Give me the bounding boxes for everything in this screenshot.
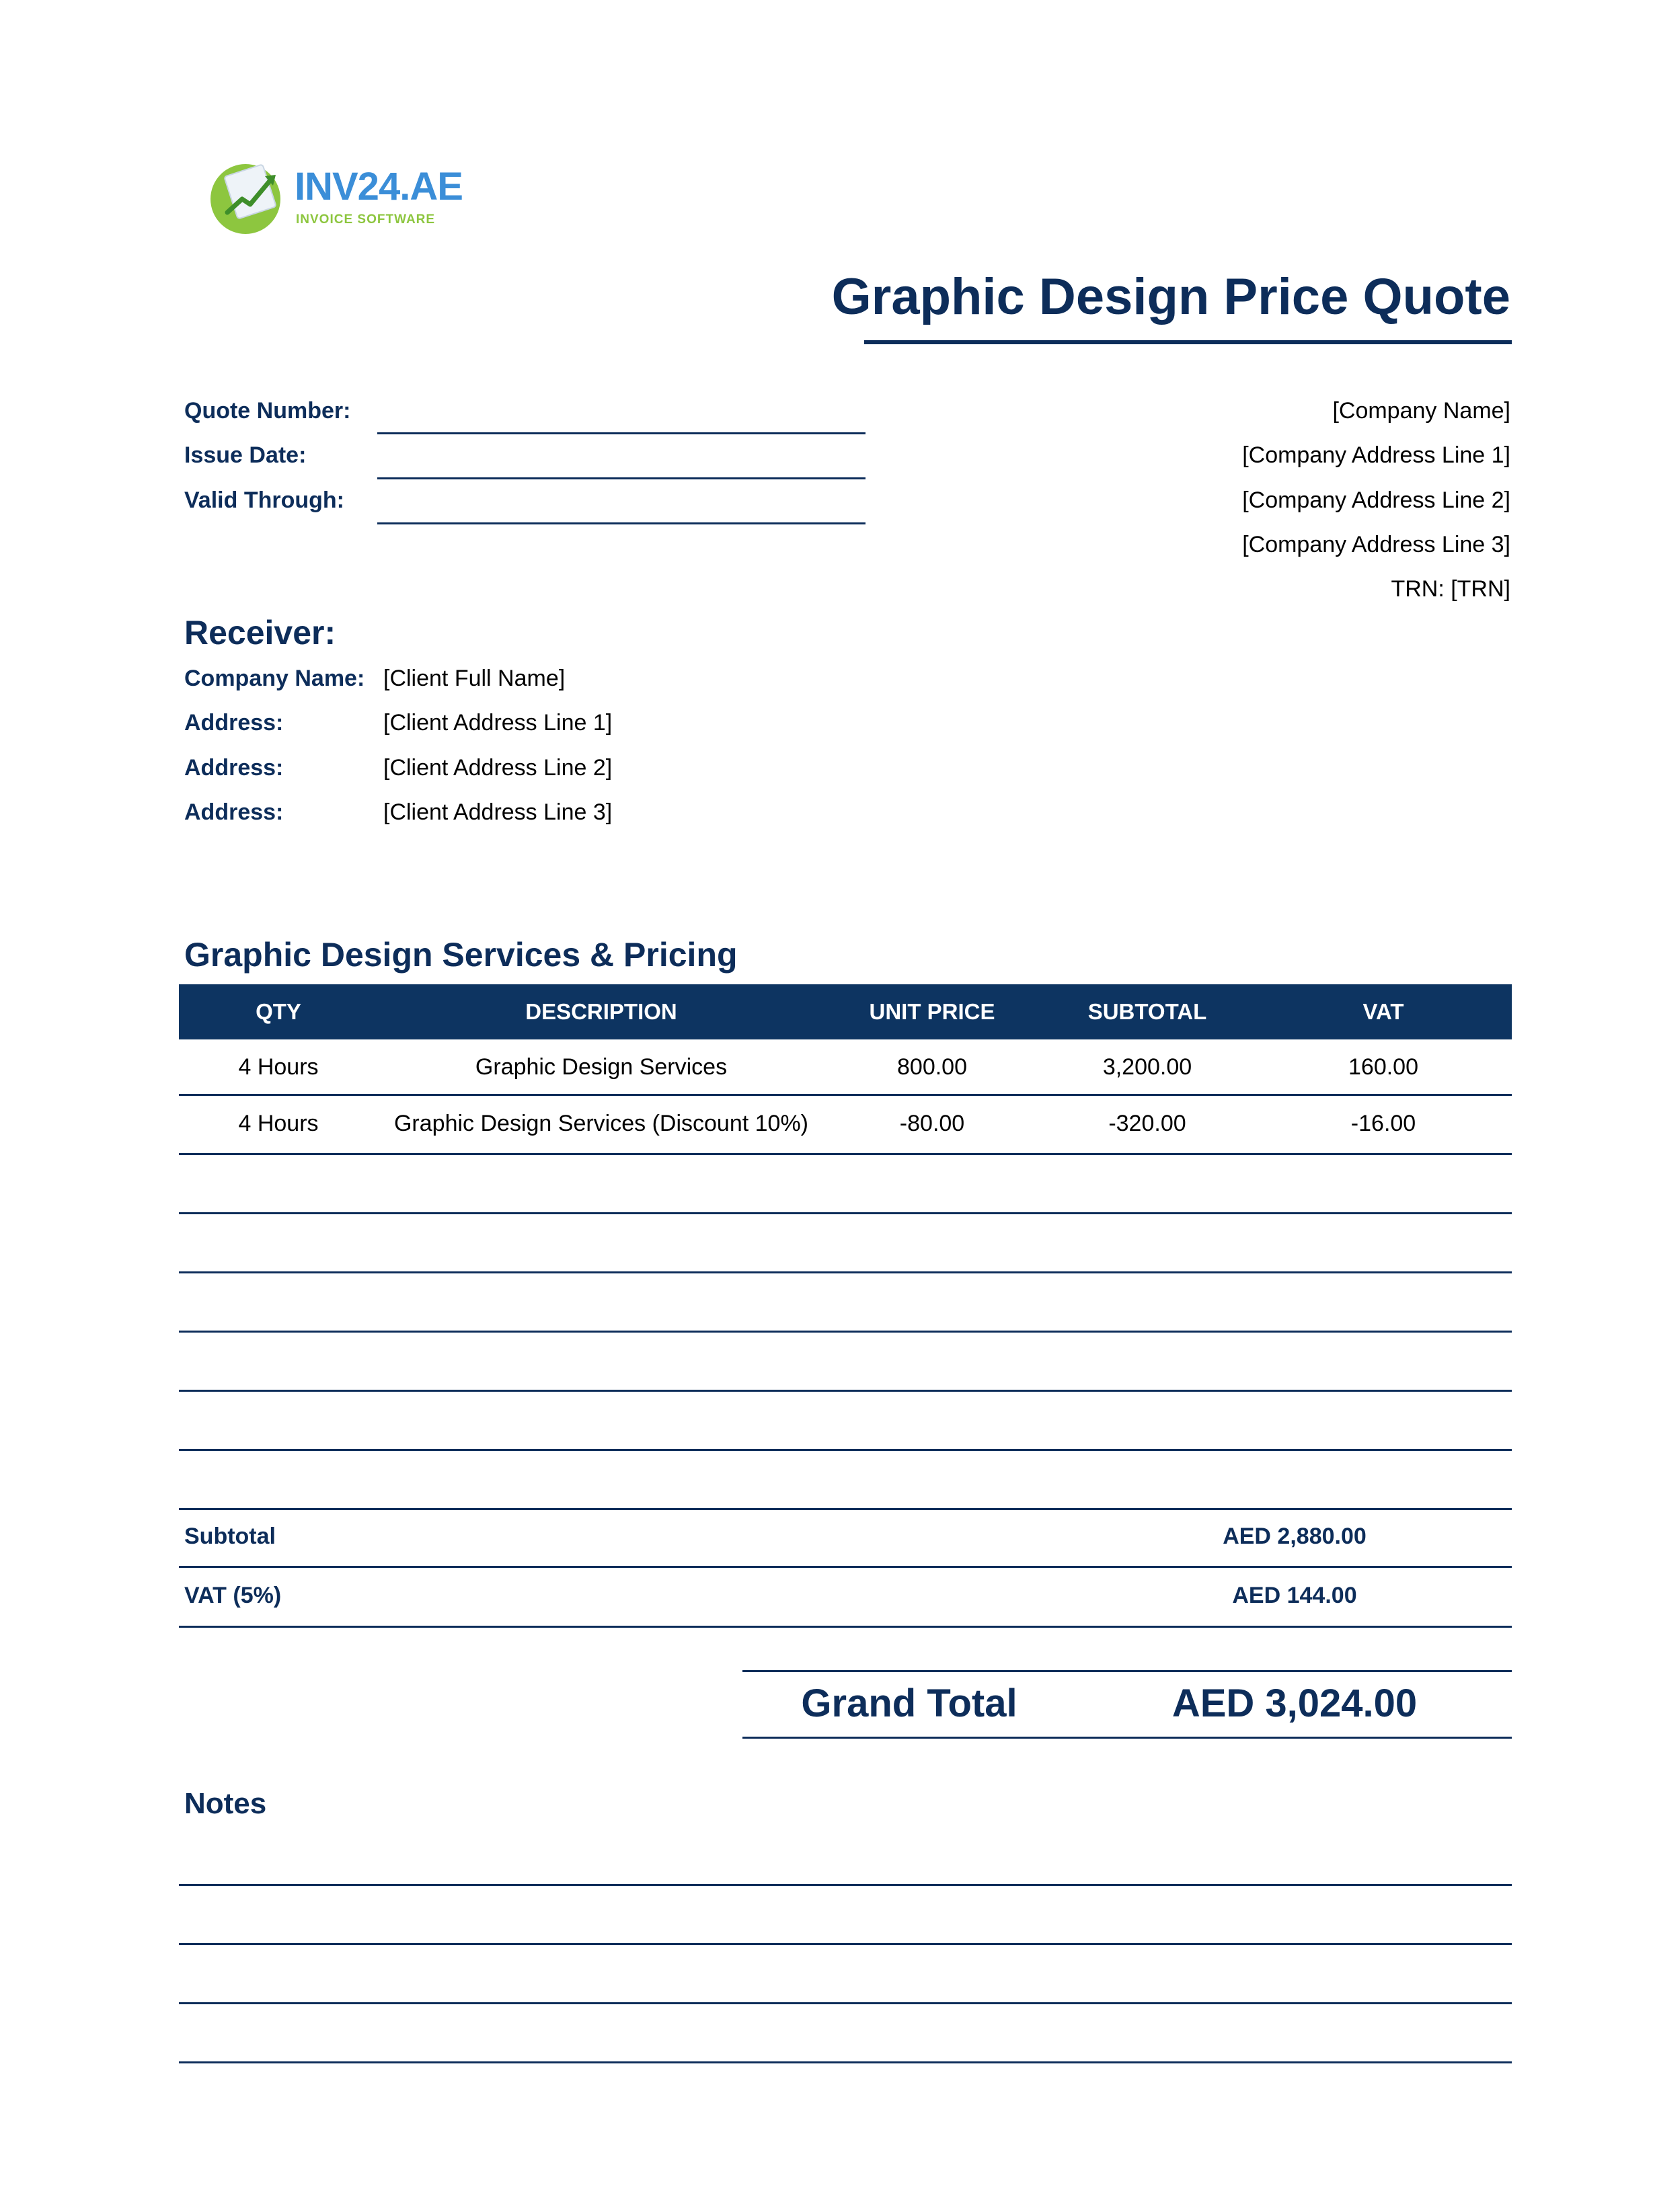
receiver-address-label: Address: xyxy=(184,710,284,736)
receiver-company-label: Company Name: xyxy=(184,666,365,691)
row-qty: 4 Hours xyxy=(238,1111,319,1136)
company-address-line-1: [Company Address Line 1] xyxy=(1242,442,1510,468)
grand-total-label: Grand Total xyxy=(801,1682,1017,1725)
company-logo xyxy=(208,157,463,238)
receiver-heading: Receiver: xyxy=(184,614,336,651)
summary-divider xyxy=(179,1626,1512,1628)
row-qty: 4 Hours xyxy=(238,1054,319,1080)
column-header-subtotal: SUBTOTAL xyxy=(1087,999,1207,1024)
row-description: Graphic Design Services (Discount 10%) xyxy=(393,1111,809,1136)
receiver-address-label: Address: xyxy=(184,799,284,825)
table-row-divider xyxy=(179,1271,1512,1273)
notes-line[interactable] xyxy=(179,1884,1512,1886)
grand-total-top-rule xyxy=(742,1670,1512,1672)
vat-value: AED 144.00 xyxy=(1232,1583,1357,1608)
services-heading: Graphic Design Services & Pricing xyxy=(184,936,738,974)
title-underline xyxy=(864,340,1512,344)
notes-line[interactable] xyxy=(179,1943,1512,1945)
receiver-address-line-1: [Client Address Line 1] xyxy=(383,710,613,736)
receiver-address-line-2: [Client Address Line 2] xyxy=(383,755,613,781)
row-subtotal: -320.00 xyxy=(1108,1111,1186,1136)
grand-total-value: AED 3,024.00 xyxy=(1171,1682,1418,1725)
grand-total-bottom-rule xyxy=(742,1737,1512,1739)
notes-heading: Notes xyxy=(184,1787,267,1820)
issue-date-label: Issue Date: xyxy=(184,442,307,468)
row-subtotal: 3,200.00 xyxy=(1102,1054,1192,1080)
company-address-line-3: [Company Address Line 3] xyxy=(1242,532,1510,557)
notes-line[interactable] xyxy=(179,2002,1512,2004)
receiver-address-line-3: [Client Address Line 3] xyxy=(383,799,613,825)
table-row-divider xyxy=(179,1212,1512,1214)
row-unit-price: 800.00 xyxy=(897,1054,967,1080)
table-row xyxy=(179,1097,1512,1154)
quote-number-label: Quote Number: xyxy=(184,398,351,424)
row-vat: 160.00 xyxy=(1348,1054,1418,1080)
row-description: Graphic Design Services xyxy=(475,1054,728,1080)
table-row-divider xyxy=(179,1094,1512,1096)
valid-through-line xyxy=(377,522,866,524)
company-name: [Company Name] xyxy=(1332,398,1510,424)
subtotal-value: AED 2,880.00 xyxy=(1223,1524,1367,1549)
column-header-description: DESCRIPTION xyxy=(525,999,677,1024)
column-header-vat: VAT xyxy=(1362,999,1404,1024)
valid-through-label: Valid Through: xyxy=(184,487,344,513)
table-row xyxy=(179,1039,1512,1096)
table-row-divider xyxy=(179,1390,1512,1392)
column-header-qty: QTY xyxy=(256,999,301,1024)
row-unit-price: -80.00 xyxy=(899,1111,965,1136)
page-title: Graphic Design Price Quote xyxy=(831,268,1510,325)
issue-date-line xyxy=(377,477,866,479)
logo-brand-text: INV24.AE xyxy=(295,165,463,208)
services-table-header xyxy=(179,984,1512,1039)
vat-label: VAT (5%) xyxy=(184,1583,282,1608)
table-row-divider xyxy=(179,1153,1512,1155)
table-row-divider xyxy=(179,1449,1512,1451)
notes-line[interactable] xyxy=(179,2061,1512,2063)
table-row-divider xyxy=(179,1508,1512,1510)
table-row-divider xyxy=(179,1331,1512,1333)
subtotal-label: Subtotal xyxy=(184,1524,276,1549)
receiver-address-label: Address: xyxy=(184,755,284,781)
logo-tagline: INVOICE SOFTWARE xyxy=(296,212,436,227)
receiver-company-value: [Client Full Name] xyxy=(383,666,566,691)
company-trn: TRN: [TRN] xyxy=(1391,576,1510,602)
column-header-unit-price: UNIT PRICE xyxy=(869,999,995,1024)
row-vat: -16.00 xyxy=(1350,1111,1416,1136)
company-address-line-2: [Company Address Line 2] xyxy=(1242,487,1510,513)
quote-number-line xyxy=(377,432,866,434)
summary-divider xyxy=(179,1566,1512,1568)
